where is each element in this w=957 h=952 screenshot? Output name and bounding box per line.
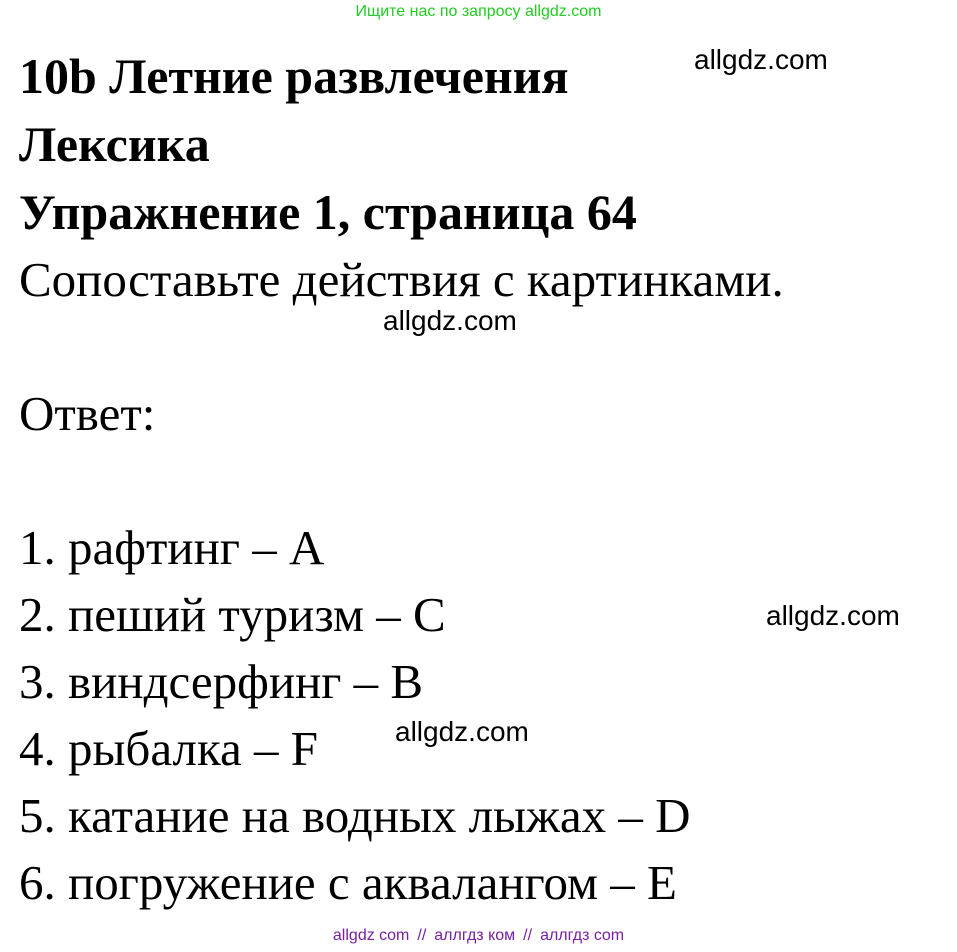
watermark: allgdz.com	[694, 44, 828, 75]
bottom-banner-separator: //	[417, 927, 427, 944]
watermark: allgdz.com	[395, 716, 529, 747]
bottom-banner	[0, 927, 957, 945]
watermark: allgdz.com	[766, 600, 900, 631]
answer-item-3: 3. виндсерфинг – B	[19, 654, 424, 709]
top-banner-link[interactable]: Ищите нас по запросу allgdz.com	[355, 3, 602, 20]
unit-title: 10b Летние развлечения	[19, 48, 569, 104]
answer-item-5: 5. катание на водных лыжах – D	[19, 788, 691, 843]
answer-item-1: 1. рафтинг – A	[19, 520, 325, 575]
answer-item-4: 4. рыбалка – F	[19, 721, 319, 776]
section-title: Лексика	[19, 116, 210, 172]
bottom-banner-separator: //	[523, 927, 533, 944]
answer-item-6: 6. погружение с аквалангом – E	[19, 855, 677, 910]
bottom-banner-link-1[interactable]: allgdz com	[332, 927, 410, 944]
instruction-text: Сопоставьте действия с картинками.	[19, 252, 784, 307]
exercise-title: Упражнение 1, страница 64	[19, 184, 637, 240]
answer-label: Ответ:	[19, 386, 156, 441]
answer-item-2: 2. пеший туризм – C	[19, 587, 446, 642]
bottom-banner-link-3[interactable]: аллгдз com	[540, 927, 625, 944]
bottom-banner-link-2[interactable]: аллгдз ком	[434, 927, 516, 944]
watermark: allgdz.com	[383, 305, 517, 336]
